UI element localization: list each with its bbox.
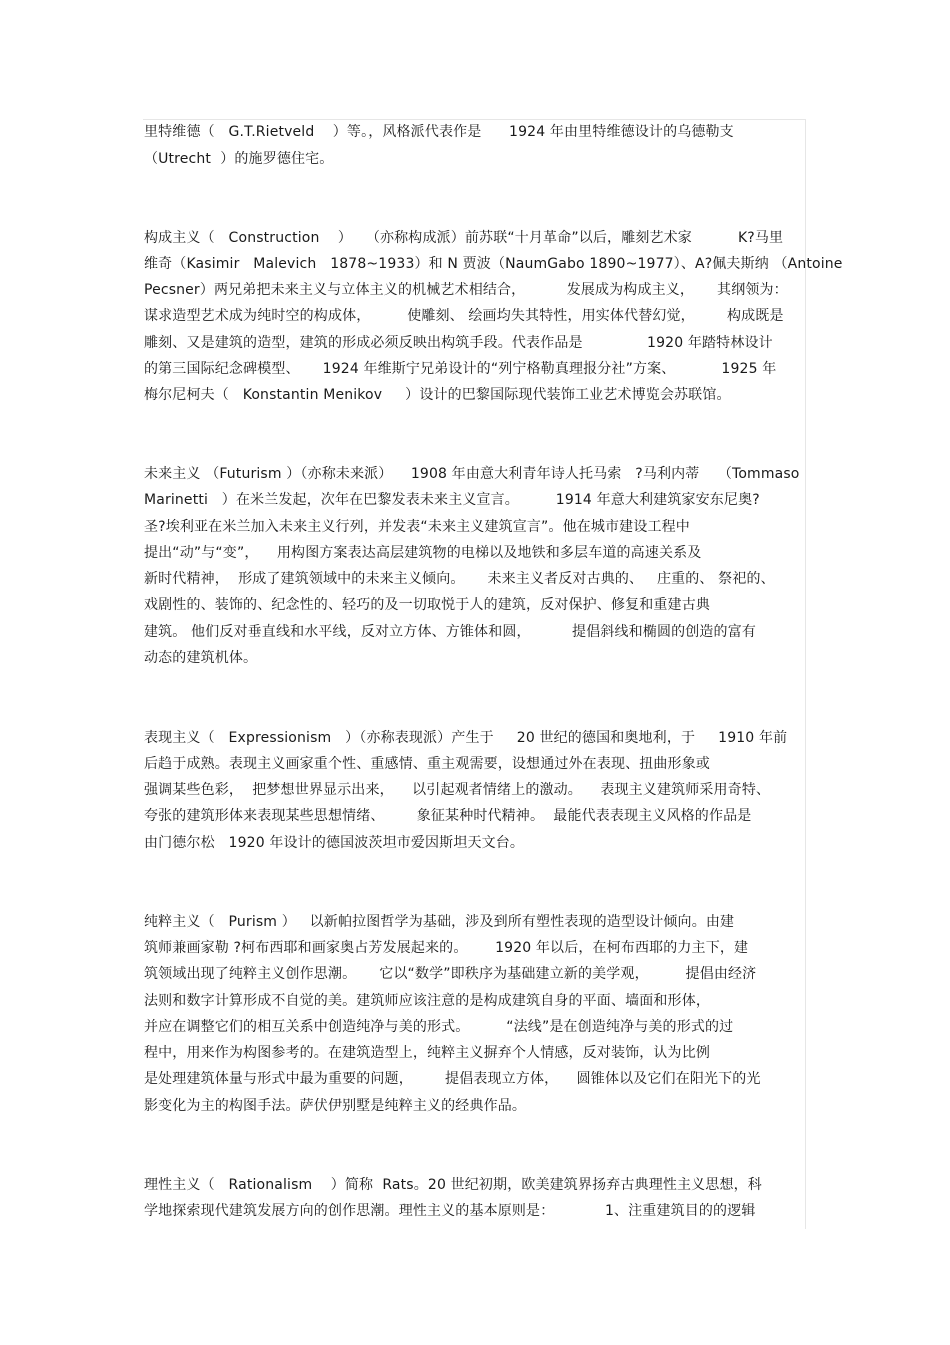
paragraph-line: 的第三国际纪念碑模型、 1924 年维斯宁兄弟设计的“列宁格勒真理报分社”方案、 1925 年: [144, 361, 777, 377]
paragraph-line: 影变化为主的构图手法。萨伏伊别墅是纯粹主义的经典作品。: [144, 1098, 527, 1114]
paragraph-line: 学地探索现代建筑发展方向的创作思潮。理性主义的基本原则是： 1、注重建筑目的的逻辑: [144, 1203, 756, 1219]
paragraph-line: 动态的建筑机体。: [144, 650, 258, 666]
paragraph-line: 新时代精神， 形成了建筑领域中的未来主义倾向。 未来主义者反对古典的、 庄重的、 祭祀的、: [144, 571, 775, 587]
paragraph-line: 提出“动”与“变”， 用构图方案表达高层建筑物的电梯以及地铁和多层车道的高速关系及: [144, 545, 702, 561]
paragraph-line: 法则和数字计算形成不自觉的美。建筑师应该注意的是构成建筑自身的平面、墙面和形体，: [144, 993, 710, 1009]
paragraph-line: （Utrecht ）的施罗德住宅。: [144, 151, 334, 167]
paragraph-line: 未来主义 （Futurism ）（亦称未来派） 1908 年由意大利青年诗人托马索 ?马利内蒂 （Tommaso: [144, 466, 800, 482]
paragraph-line: 梅尔尼柯夫（ Konstantin Menikov ）设计的巴黎国际现代装饰工业艺术博览会苏联馆。: [144, 387, 731, 403]
paragraph-line: 夸张的建筑形体来表现某些思想情绪、 象征某种时代精神。 最能代表表现主义风格的作品是: [144, 808, 752, 824]
paragraph-line: 雕刻、又是建筑的造型，建筑的形成必须反映出构筑手段。代表作品是 1920 年踏特林设计: [144, 335, 773, 351]
paragraph-line: 由门德尔松 1920 年设计的德国波茨坦市爱因斯坦天文台。: [144, 835, 525, 851]
paragraph-line: 纯粹主义（ Purism ） 以新帕拉图哲学为基础，涉及到所有塑性表现的造型设计倾向。由建: [144, 914, 735, 930]
paragraph-line: 表现主义（ Expressionism ）（亦称表现派）产生于 20 世纪的德国和奥地利，于 1910 年前: [144, 730, 788, 746]
paragraph-line: Pecsner）两兄弟把未来主义与立体主义的机械艺术相结合， 发展成为构成主义， 其纲领为：: [144, 282, 788, 298]
paragraph-line: 后趋于成熟。表现主义画家重个性、重感情、重主观需要，设想通过外在表现、扭曲形象或: [144, 756, 710, 772]
paragraph-line: 圣?埃利亚在米兰加入未来主义行列，并发表“未来主义建筑宣言”。他在城市建设工程中: [144, 519, 690, 535]
paragraph-line: 筑领域出现了纯粹主义创作思潮。 它以“数学”即秩序为基础建立新的美学观， 提倡由经济: [144, 966, 757, 982]
paragraph-line: 并应在调整它们的相互关系中创造纯净与美的形式。 “法线”是在创造纯净与美的形式的过: [144, 1019, 734, 1035]
paragraph-line: Marinetti ）在米兰发起，次年在巴黎发表未来主义宣言。 1914 年意大利建筑家安东尼奥?: [144, 492, 760, 508]
paragraph-line: 筑师兼画家勒 ?柯布西耶和画家奥占芳发展起来的。 1920 年以后，在柯布西耶的力主下，建: [144, 940, 749, 956]
paragraph-line: 维奇（Kasimir Malevich 1878~1933）和 N 贾波（NaumGabo 1890~1977）、A?佩夫斯纳 （Antoine: [144, 256, 843, 272]
paragraph-line: 是处理建筑体量与形式中最为重要的问题， 提倡表现立方体， 圆锥体以及它们在阳光下的光: [144, 1071, 761, 1087]
paragraph-line: 里特维德（ G.T.Rietveld ）等。，风格派代表作是 1924 年由里特维德设计的乌德勒支: [144, 124, 734, 140]
paragraph-line: 程中，用来作为构图参考的。在建筑造型上，纯粹主义摒弃个人情感，反对装饰，认为比例: [144, 1045, 710, 1061]
paragraph-line: 构成主义（ Construction ） （亦称构成派）前苏联“十月革命”以后，雕刻艺术家 K?马里: [144, 230, 784, 246]
paragraph-line: 理性主义（ Rationalism ）简称 Rats。20 世纪初期，欧美建筑界扬弃古典理性主义思想，科: [144, 1177, 762, 1193]
paragraph-line: 谋求造型艺术成为纯时空的构成体， 使雕刻、 绘画均失其特性，用实体代替幻觉， 构成既是: [144, 308, 784, 324]
paragraph-line: 戏剧性的、装饰的、纪念性的、轻巧的及一切取悦于人的建筑，反对保护、修复和重建古典: [144, 597, 710, 613]
paragraph-line: 强调某些色彩， 把梦想世界显示出来， 以引起观者情绪上的激动。 表现主义建筑师采用奇特、: [144, 782, 771, 798]
paragraph-line: 建筑。 他们反对垂直线和水平线，反对立方体、方锥体和圆， 提倡斜线和椭圆的创造的富有: [144, 624, 756, 640]
